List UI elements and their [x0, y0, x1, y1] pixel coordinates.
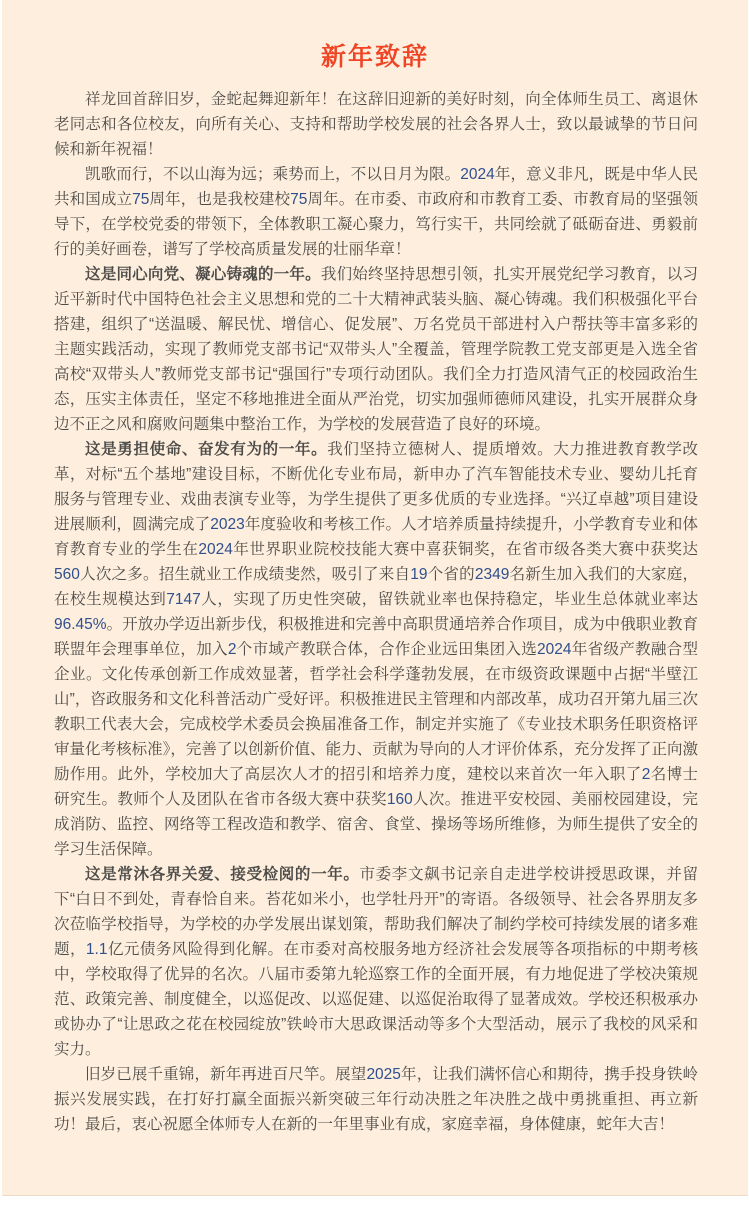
paragraph-text: 。开放办学迈出新步伐，积极推进和完善中高职贯通培养合作项目，成为中俄职业教育联盟年会理事单位，加入 — [54, 616, 698, 658]
paragraph-text: 年世界职业院校技能大赛中喜获铜奖，在省市级各类大赛中获奖达 — [232, 541, 698, 558]
highlight-number: 75 — [290, 191, 308, 208]
paragraph-text: 我们始终坚持思想引领，扎实开展党纪学习教育，以习近平新时代中国特色社会主义思想和党的二十大精神武装头脑、凝心铸魂。我们积极强化平台搭建，组织了“送温暖、解民忧、增信心、促发展”、万名党员干部进村入户帮扶等丰富多彩的主题实践活动，实现了教师党支部书记“双带头人”全覆盖，管理学院教工党支部更是入选全省高校“双带头人”教师党支部书记“强国行”专项行动团队。我们全力打造风清气正的校园政治生态，压实主体责任，坚定不移地推进全面从严治党，切实加强师德师风建设，扎实开展群众身边不正之风和腐败问题集中整治工作，为学校的发展营造了良好的环境。 — [54, 266, 698, 433]
paragraph-text: 周年。在市委、市政府和市教育工委、市教育局的坚强领导下，在学校党委的带领下，全体教职工凝心聚力，笃行实干，共同绘就了砥砺奋进、勇毅前行的美好画卷，谱写了学校高质量发展的壮丽华章！ — [54, 191, 698, 258]
highlight-number: 2023 — [210, 516, 245, 533]
highlight-number: 7147 — [166, 591, 201, 608]
paragraph — [54, 862, 698, 1062]
paragraph-text: 年，让我们满怀信心和期待，携手投身铁岭振兴发展实践，在打好打赢全面振兴新突破三年行动决胜之年决胜之战中勇挑重担、再立新功！最后，衷心祝愿全体师专人在新的一年里事业有成，家庭幸福，身体健康，蛇年大吉！ — [54, 1066, 698, 1133]
paragraph-text: 年，意义非凡，既是中华人民共和国成立 — [54, 166, 698, 208]
paragraph — [54, 262, 698, 437]
highlight-number: 2024 — [460, 166, 495, 183]
highlight-number: 2024 — [537, 641, 572, 658]
paragraph-lead: 这是勇担使命、奋发有为的一年。 — [85, 441, 328, 458]
highlight-number: 2025 — [366, 1066, 401, 1083]
paragraph-text: 个省的 — [427, 566, 475, 583]
highlight-number: 1.1 — [85, 941, 108, 958]
paragraph-text: 个市域产教联合体，合作企业远田集团入选 — [236, 641, 538, 658]
highlight-number: 75 — [132, 191, 150, 208]
paragraph-text: 周年，也是我校建校 — [149, 191, 291, 208]
highlight-number: 96.45% — [54, 616, 107, 633]
highlight-number: 19 — [410, 566, 428, 583]
paragraph-text: 名新生加入我们的大家庭，在校生规模达到 — [54, 566, 698, 608]
paragraph — [54, 1062, 698, 1137]
paragraph — [54, 437, 698, 862]
paragraph-text: 名博士研究生。教师个人及团队在省市各级大赛中获奖 — [54, 766, 698, 808]
highlight-number: 560 — [54, 566, 80, 583]
paragraph-text: 人，实现了历史性突破，留铁就业率也保持稳定，毕业生总体就业率达 — [200, 591, 698, 608]
highlight-number: 2349 — [474, 566, 510, 583]
highlight-number: 2 — [227, 641, 237, 658]
paragraph-text: 凯歌而行，不以山海为远；乘势而上，不以日月为限。 — [85, 166, 461, 183]
paragraph-text: 旧岁已展千重锦，新年再进百尺竿。展望 — [85, 1066, 367, 1083]
paragraph-lead: 这是同心向党、凝心铸魂的一年。 — [85, 266, 321, 283]
paragraph-text: 我们坚持立德树人、提质增效。大力推进教育教学改革，对标“五个基地”建设目标，不断优化专业布局，新申办了汽车智能技术专业、婴幼儿托育服务与管理专业、戏曲表演专业等，为学生提供了更多优质的专业选择。“兴辽卓越”项目建设进展顺利，圆满完成了 — [54, 441, 698, 533]
paragraph-text: 人次之多。招生就业工作成绩斐然，吸引了来自 — [79, 566, 411, 583]
paragraph-text: 年省级产教融合型企业。文化传承创新工作成效显著，哲学社会科学蓬勃发展，在市级资政课题中占据“半壁江山”，咨政服务和文化科普活动广受好评。积极推进民主管理和内部改革，成功召开第九届三次教职工代表大会，完成校学术委员会换届准备工作，制定并实施了《专业技术职务任职资格评审量化考核标准》，完善了以创新价值、能力、贡献为导向的人才评价体系，充分发挥了正向激励作用。此外，学校加大了高层次人才的招引和培养力度，建校以来首次一年入职了 — [54, 641, 698, 783]
paragraph-text: 亿元债务风险得到化解。在市委对高校服务地方经济社会发展等各项指标的中期考核中，学校取得了优异的名次。八届市委第九轮巡察工作的全面开展，有力地促进了学校决策规范、政策完善、制度健全，以巡促改、以巡促建、以巡促治取得了显著成效。学校还积极承办或协办了“让思政之花在校园绽放”铁岭市大思政课活动等多个大型活动，展示了我校的风采和实力。 — [54, 941, 698, 1058]
paragraph-text: 人次。推进平安校园、美丽校园建设，完成消防、监控、网络等工程改造和教学、宿舍、食堂、操场等场所维修，为师生提供了安全的学习生活保障。 — [54, 791, 698, 858]
document-title: 新年致辞 — [320, 43, 429, 71]
paragraph-lead: 这是常沐各界关爱、接受检阅的一年。 — [85, 866, 360, 883]
document-card — [2, 0, 748, 1196]
highlight-number: 2 — [641, 766, 651, 783]
paragraph-text: 祥龙回首辞旧岁，金蛇起舞迎新年！在这辞旧迎新的美好时刻，向全体师生员工、离退休老同志和各位校友，向所有关心、支持和帮助学校发展的社会各界人士，致以最诚挚的节日问候和新年祝福！ — [54, 91, 698, 158]
highlight-number: 160 — [386, 791, 413, 808]
paragraph — [54, 162, 698, 262]
paragraph — [54, 87, 698, 162]
paragraph-text: 年度验收和考核工作。人才培养质量持续提升，小学教育专业和体育教育专业的学生在 — [54, 516, 698, 558]
highlight-number: 2024 — [198, 541, 233, 558]
paragraph-text: 市委李文飙书记亲自走进学校讲授思政课，并留下“白日不到处，青春恰自来。苔花如米小，也学牡丹开”的寄语。各级领导、社会各界朋友多次莅临学校指导，为学校的办学发展出谋划策，帮助我们解决了制约学校可持续发展的诸多难题， — [54, 866, 698, 958]
article-body — [54, 87, 698, 1137]
